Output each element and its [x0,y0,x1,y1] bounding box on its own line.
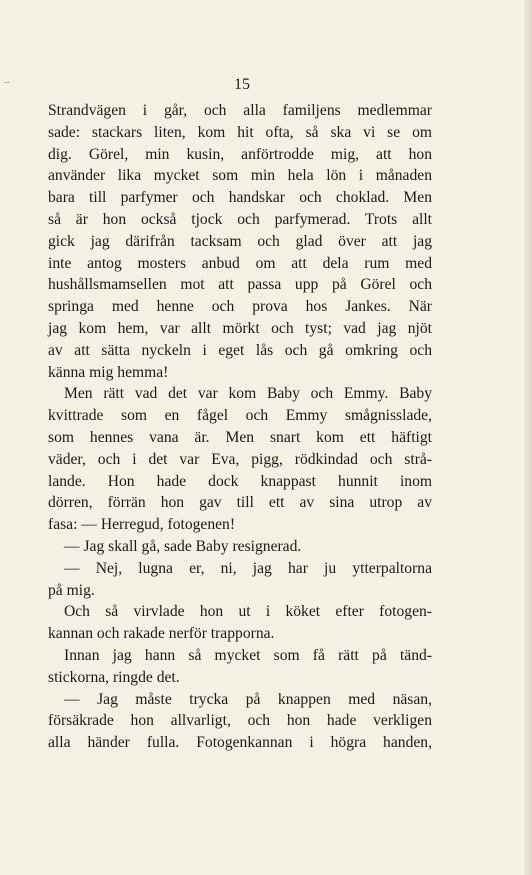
text-line: — Jag måste trycka på knappen med näsan, [64,690,432,708]
text-line: — Jag skall gå, sade Baby resignerad. [64,537,302,555]
text-line: — Nej, lugna er, ni, jag har ju ytterpaltorna [64,559,432,577]
text-line: kannan och rakade nerför trapporna. [48,625,275,643]
text-line: Och så virvlade hon ut i köket efter fotogen- [64,603,432,621]
text-line: jag kom hem, var allt mörkt och tyst; vad jag njöt [48,319,432,337]
text-line: Innan jag hann så mycket som få rätt på tänd- [64,646,432,664]
text-line: som hennes vana är. Men snart kom ett häftigt [48,428,432,446]
text-line: sade: stackars liten, kom hit ofta, så ska vi se om [48,123,432,141]
text-line: stickorna, ringde det. [48,668,180,686]
text-line: av att sätta nyckeln i eget lås och gå omkring och [48,341,432,359]
text-line: så är hon också tjock och parfymerad. Trots allt [48,210,432,228]
page-number: 15 [234,76,250,93]
text-line: kvittrade som en fågel och Emmy smågnisslade, [48,407,432,425]
text-line: väder, och i det var Eva, pigg, rödkindad och strå- [48,450,432,468]
text-line: inte antog mosters anbud om att dela rum med [48,254,432,272]
text-line: försäkrade hon allvarligt, och hon hade verkligen [48,712,432,730]
text-line: dörren, förrän hon gav till ett av sina utrop av [48,494,432,512]
text-line: bara till parfymer och handskar och choklad. Men [48,189,432,207]
text-line: lande. Hon hade dock knappast hunnit inom [48,472,432,490]
page-edge-shadow [524,0,532,875]
text-line: hushållsmamsellen mot att passa upp på Görel och [48,276,432,294]
body-text [48,100,432,754]
text-line: på mig. [48,581,95,599]
text-line: Strandvägen i går, och alla familjens medlemmar [48,102,432,119]
text-line: fasa: — Herregud, fotogenen! [48,516,236,534]
text-line: dig. Görel, min kusin, anförtrodde mig, att hon [48,145,432,163]
text-line: Men rätt vad det var kom Baby och Emmy. Baby [64,385,432,403]
text-line: gick jag därifrån tacksam och glad över att jag [48,232,432,250]
text-line: känna mig hemma! [48,363,169,381]
text-line: alla händer fulla. Fotogenkannan i högra handen, [48,734,432,752]
text-line: använder lika mycket som min hela lön i månaden [48,167,432,185]
text-line: springa med henne och prova hos Jankes. När [48,298,432,316]
